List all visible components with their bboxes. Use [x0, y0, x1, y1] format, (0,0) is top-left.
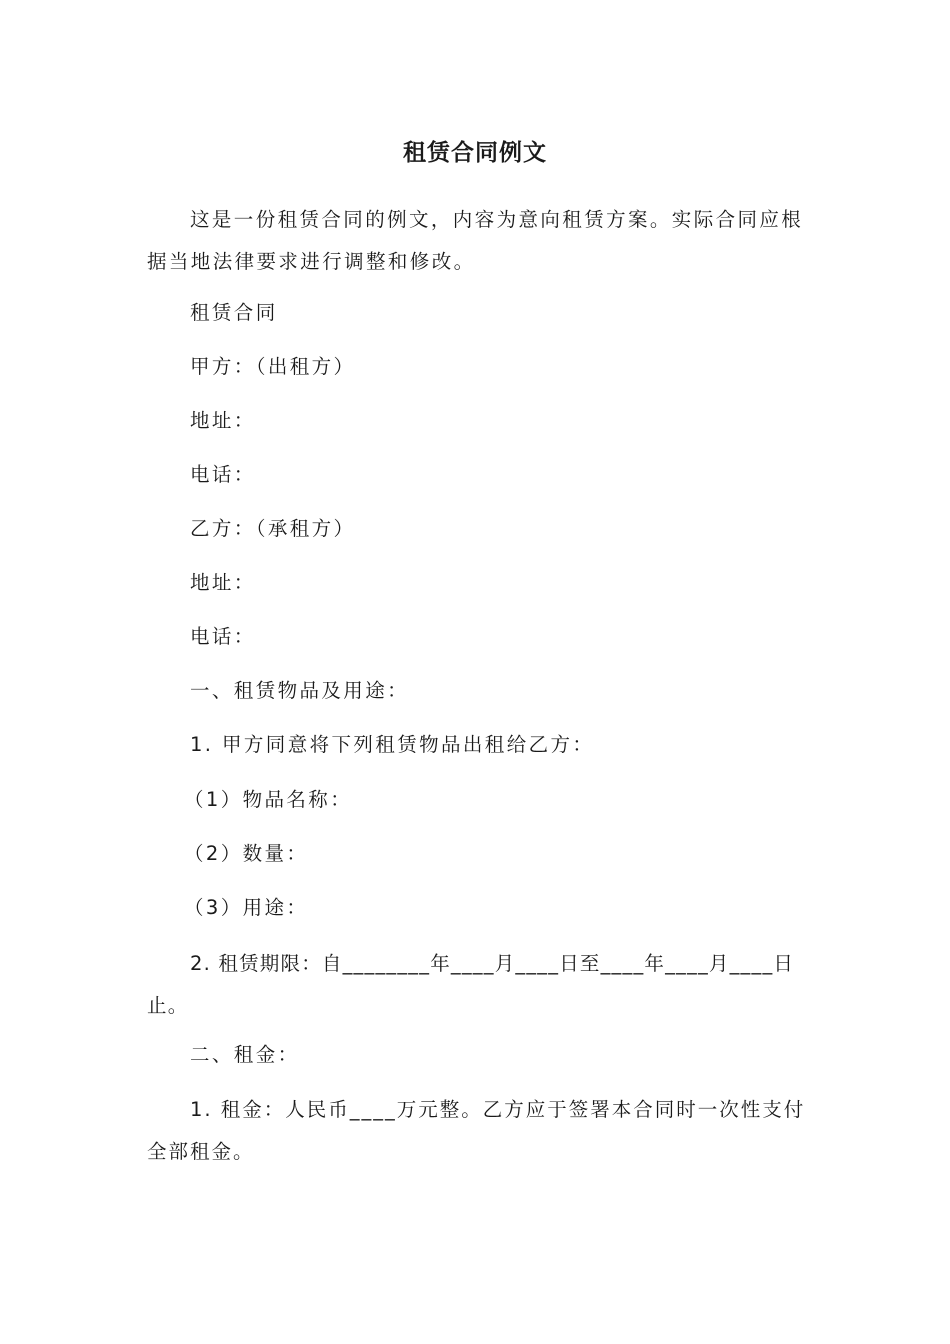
- section-1-sub-3: （3）用途：: [184, 896, 309, 919]
- party-b-address: 地址：: [190, 571, 256, 594]
- document-title: 租赁合同例文: [403, 140, 547, 166]
- party-b-line: 乙方：（承租方）: [190, 517, 356, 540]
- section-1-sub-1: （1）物品名称：: [184, 788, 353, 811]
- party-a-line: 甲方：（出租方）: [190, 355, 356, 378]
- party-b-phone: 电话：: [190, 625, 256, 648]
- section-2-item-1: 1. 租金：人民币____万元整。乙方应于签署本合同时一次性支付全部租金。: [147, 1098, 806, 1163]
- party-a-phone: 电话：: [190, 463, 256, 486]
- intro-paragraph: 这是一份租赁合同的例文，内容为意向租赁方案。实际合同应根据当地法律要求进行调整和修改。: [147, 208, 804, 273]
- contract-heading: 租赁合同: [190, 301, 278, 324]
- section-1-item-2: 2. 租赁期限：自________年____月____日至____年____月____日止。: [147, 952, 795, 1017]
- section-1-heading: 一、租赁物品及用途：: [190, 679, 410, 702]
- party-a-address: 地址：: [190, 409, 256, 432]
- section-1-sub-2: （2）数量：: [184, 842, 309, 865]
- section-2-heading: 二、租金：: [190, 1043, 300, 1066]
- section-1-item-1: 1. 甲方同意将下列租赁物品出租给乙方：: [190, 733, 595, 756]
